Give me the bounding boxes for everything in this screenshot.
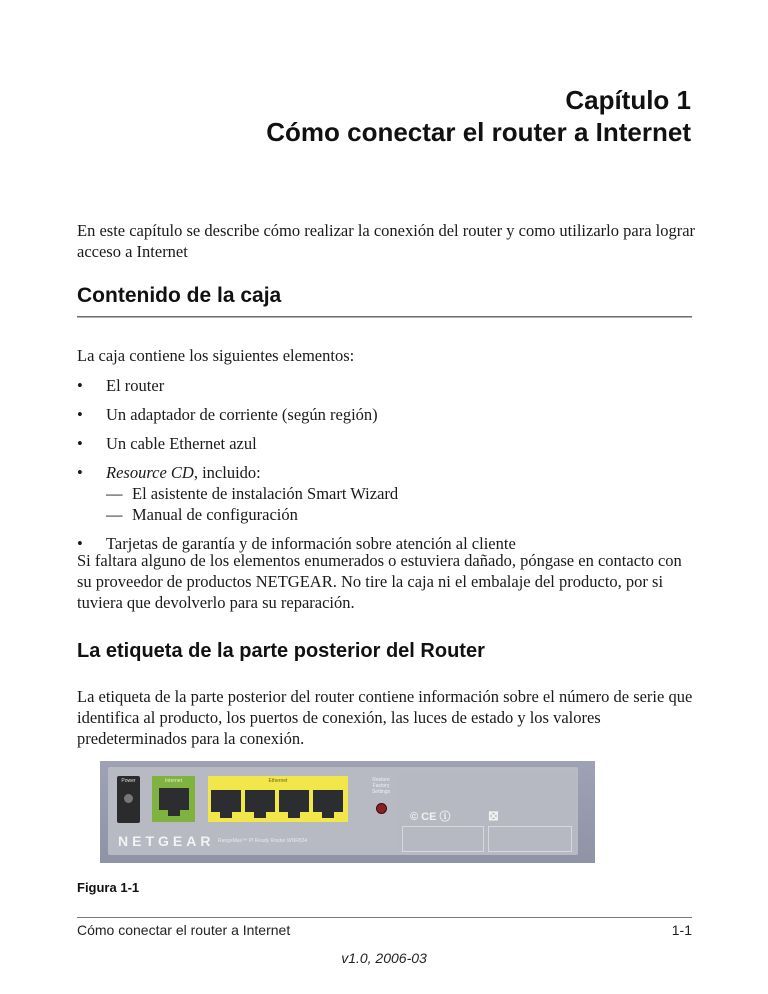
bullet-icon: • <box>77 534 83 553</box>
power-port-area: Power <box>117 776 140 823</box>
sub-list-item: — Manual de configuración <box>106 505 298 524</box>
intro-paragraph: En este capítulo se describe cómo realizar la conexión del router y como utilizarlo para lograr acceso a Internet <box>77 221 696 261</box>
router-panel <box>108 767 578 855</box>
ethernet-port-icon <box>245 790 275 812</box>
page-number: 1-1 <box>671 922 692 938</box>
bullet-icon: • <box>77 376 83 395</box>
serial-box <box>402 826 484 852</box>
reset-label: Restore Factory Settings <box>371 777 391 795</box>
missing-items-note: Si faltara alguno de los elementos enumerados o estuviera dañado, póngase en contacto con su proveedor de productos NETGEAR. No tire la caja ni el embalaje del producto, por si tuviera que devolverlo para su reparación. <box>77 551 682 612</box>
power-jack-icon <box>124 794 133 803</box>
list-item: • Resource CD, incluido: — El asistente de instalación Smart Wizard — Manual de configuración <box>77 462 697 525</box>
chapter-heading <box>266 84 691 148</box>
ethernet-port-icon <box>313 790 343 812</box>
mac-box <box>488 826 572 852</box>
box-contents-lead: La caja contiene los siguientes elementos: <box>77 346 355 365</box>
netgear-logo: NETGEAR <box>118 833 215 849</box>
section-divider <box>77 316 692 318</box>
resource-cd-label: Resource CD <box>106 463 194 482</box>
bullet-icon: • <box>77 434 83 453</box>
model-text: RangeMax™ PI Ready Router WNR834 <box>218 838 308 844</box>
dash-icon: — <box>106 484 123 503</box>
version-label: v1.0, 2006-03 <box>341 950 427 966</box>
section-heading-rear-label: La etiqueta de la parte posterior del Router <box>77 640 485 662</box>
sub-list-item: — El asistente de instalación Smart Wizard <box>106 484 399 503</box>
ethernet-port-icon <box>211 790 241 812</box>
product-label <box>398 772 576 850</box>
rear-label-paragraph: La etiqueta de la parte posterior del router contiene información sobre el número de serie que identifica al producto, los puertos de conexión, las luces de estado y los valores predeterminados para la conexión. <box>77 687 693 748</box>
box-contents-list <box>77 375 697 562</box>
figure-caption: Figura 1-1 <box>77 880 140 895</box>
bullet-icon: • <box>77 463 83 482</box>
ethernet-ports-area: Ethernet <box>208 776 348 822</box>
footer-divider <box>77 917 692 918</box>
list-item: • El router <box>77 376 165 395</box>
ethernet-port-icon <box>279 790 309 812</box>
dash-icon: — <box>106 505 123 524</box>
section-heading-box-contents: Contenido de la caja <box>77 284 282 307</box>
list-item: • Un cable Ethernet azul <box>77 434 257 453</box>
certification-marks-icon: © CE ⓘ <box>410 811 451 823</box>
list-item: • Tarjetas de garantía y de información sobre atención al cliente <box>77 534 516 553</box>
weee-bin-icon: ⊠ <box>488 808 499 823</box>
list-item: • Un adaptador de corriente (según región) <box>77 405 378 424</box>
internet-port-area: Internet <box>152 776 195 822</box>
router-rear-panel-image <box>100 761 595 863</box>
reset-button-icon <box>376 803 387 814</box>
bullet-icon: • <box>77 405 83 424</box>
footer-chapter-title: Cómo conectar el router a Internet <box>77 922 291 938</box>
chapter-number: Capítulo 1 <box>565 85 691 115</box>
chapter-title: Cómo conectar el router a Internet <box>266 117 691 147</box>
internet-port-icon <box>159 788 189 810</box>
